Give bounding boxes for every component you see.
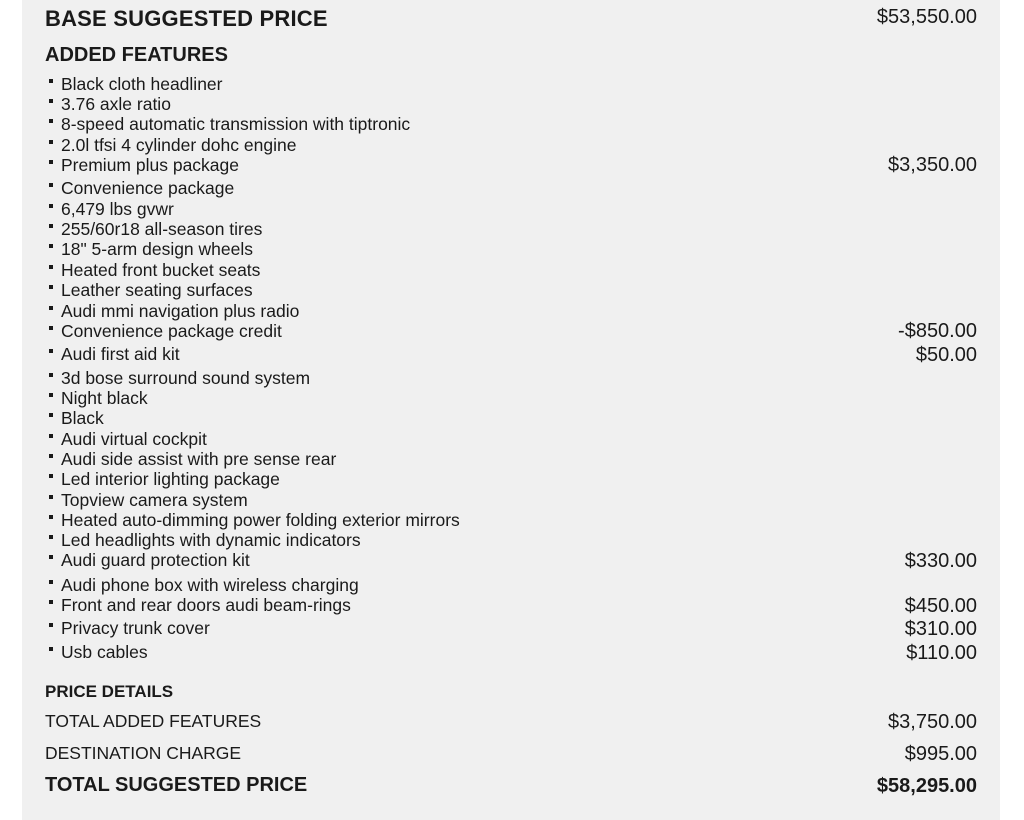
feature-price: $50.00	[915, 344, 977, 366]
feature-price: -$850.00	[898, 320, 977, 342]
bullet-icon	[49, 393, 53, 397]
bullet-icon	[49, 535, 53, 539]
destination-charge-value: $995.00	[904, 743, 977, 765]
feature-price: $310.00	[904, 618, 977, 640]
feature-label: Night black	[61, 388, 148, 408]
feature-label: Topview camera system	[61, 490, 248, 510]
feature-item	[47, 239, 253, 259]
bullet-icon	[49, 285, 53, 289]
feature-item	[47, 301, 299, 321]
price-summary-panel	[22, 0, 1000, 820]
feature-item	[47, 595, 351, 615]
bullet-icon	[49, 119, 53, 123]
base-price-value: $53,550.00	[876, 6, 977, 28]
feature-label: Led headlights with dynamic indicators	[61, 530, 361, 550]
total-added-features-label: TOTAL ADDED FEATURES	[45, 711, 262, 731]
total-suggested-price-value: $58,295.00	[876, 775, 977, 797]
feature-item	[47, 550, 250, 570]
total-suggested-price-label: TOTAL SUGGESTED PRICE	[45, 774, 308, 796]
feature-item	[47, 408, 104, 428]
feature-item	[47, 344, 180, 364]
bullet-icon	[49, 454, 53, 458]
feature-label: Led interior lighting package	[61, 469, 280, 489]
bullet-icon	[49, 160, 53, 164]
bullet-icon	[49, 555, 53, 559]
feature-label: Premium plus package	[61, 155, 239, 175]
feature-item	[47, 618, 210, 638]
bullet-icon	[49, 434, 53, 438]
feature-item	[47, 219, 262, 239]
bullet-icon	[49, 600, 53, 604]
bullet-icon	[49, 79, 53, 83]
bullet-icon	[49, 580, 53, 584]
feature-label: Leather seating surfaces	[61, 280, 253, 300]
bullet-icon	[49, 204, 53, 208]
feature-item	[47, 260, 260, 280]
feature-item	[47, 469, 280, 489]
bullet-icon	[49, 183, 53, 187]
feature-item	[47, 642, 148, 662]
feature-label: Audi phone box with wireless charging	[61, 575, 359, 595]
feature-label: Heated front bucket seats	[61, 260, 261, 280]
bullet-icon	[49, 265, 53, 269]
bullet-icon	[49, 373, 53, 377]
feature-price: $450.00	[904, 595, 977, 617]
bullet-icon	[49, 349, 53, 353]
feature-price: $330.00	[904, 550, 977, 572]
feature-label: Audi mmi navigation plus radio	[61, 301, 300, 321]
feature-label: 8-speed automatic transmission with tiptronic	[61, 114, 411, 134]
bullet-icon	[49, 474, 53, 478]
feature-item	[47, 155, 239, 175]
feature-item	[47, 510, 460, 530]
feature-label: 3.76 axle ratio	[61, 94, 171, 114]
feature-item	[47, 429, 207, 449]
feature-item	[47, 490, 248, 510]
feature-label: 18" 5-arm design wheels	[61, 239, 254, 259]
feature-item	[47, 321, 282, 341]
feature-label: Convenience package credit	[61, 321, 282, 341]
bullet-icon	[49, 306, 53, 310]
feature-item	[47, 135, 296, 155]
feature-label: 6,479 lbs gvwr	[61, 199, 174, 219]
added-features-title: ADDED FEATURES	[45, 44, 228, 66]
bullet-icon	[49, 326, 53, 330]
bullet-icon	[49, 244, 53, 248]
feature-label: 255/60r18 all-season tires	[61, 219, 263, 239]
feature-price: $110.00	[906, 642, 977, 664]
feature-label: Black cloth headliner	[61, 74, 223, 94]
feature-item	[47, 199, 174, 219]
bullet-icon	[49, 623, 53, 627]
total-added-features-value: $3,750.00	[888, 711, 977, 733]
bullet-icon	[49, 224, 53, 228]
feature-price: $3,350.00	[888, 154, 977, 176]
base-price-label: BASE SUGGESTED PRICE	[45, 6, 328, 31]
feature-label: Audi guard protection kit	[61, 550, 250, 570]
feature-item	[47, 114, 410, 134]
feature-label: Convenience package	[61, 178, 235, 198]
bullet-icon	[49, 140, 53, 144]
feature-label: Audi virtual cockpit	[61, 429, 207, 449]
feature-label: Black	[61, 408, 104, 428]
feature-label: Front and rear doors audi beam-rings	[61, 595, 351, 615]
feature-label: Audi first aid kit	[61, 344, 180, 364]
feature-item	[47, 388, 148, 408]
bullet-icon	[49, 515, 53, 519]
feature-item	[47, 368, 310, 388]
bullet-icon	[49, 647, 53, 651]
feature-label: Privacy trunk cover	[61, 618, 210, 638]
price-details-title: PRICE DETAILS	[45, 682, 174, 701]
feature-label: Audi side assist with pre sense rear	[61, 449, 337, 469]
feature-label: Usb cables	[61, 642, 148, 662]
feature-item	[47, 575, 359, 595]
feature-item	[47, 94, 171, 114]
feature-item	[47, 74, 222, 94]
feature-item	[47, 178, 234, 198]
bullet-icon	[49, 495, 53, 499]
bullet-icon	[49, 413, 53, 417]
feature-item	[47, 530, 361, 550]
feature-item	[47, 280, 253, 300]
destination-charge-label: DESTINATION CHARGE	[45, 743, 242, 763]
bullet-icon	[49, 99, 53, 103]
feature-label: 3d bose surround sound system	[61, 368, 311, 388]
feature-label: 2.0l tfsi 4 cylinder dohc engine	[61, 135, 297, 155]
feature-label: Heated auto-dimming power folding exterior mirrors	[61, 510, 460, 530]
feature-item	[47, 449, 336, 469]
